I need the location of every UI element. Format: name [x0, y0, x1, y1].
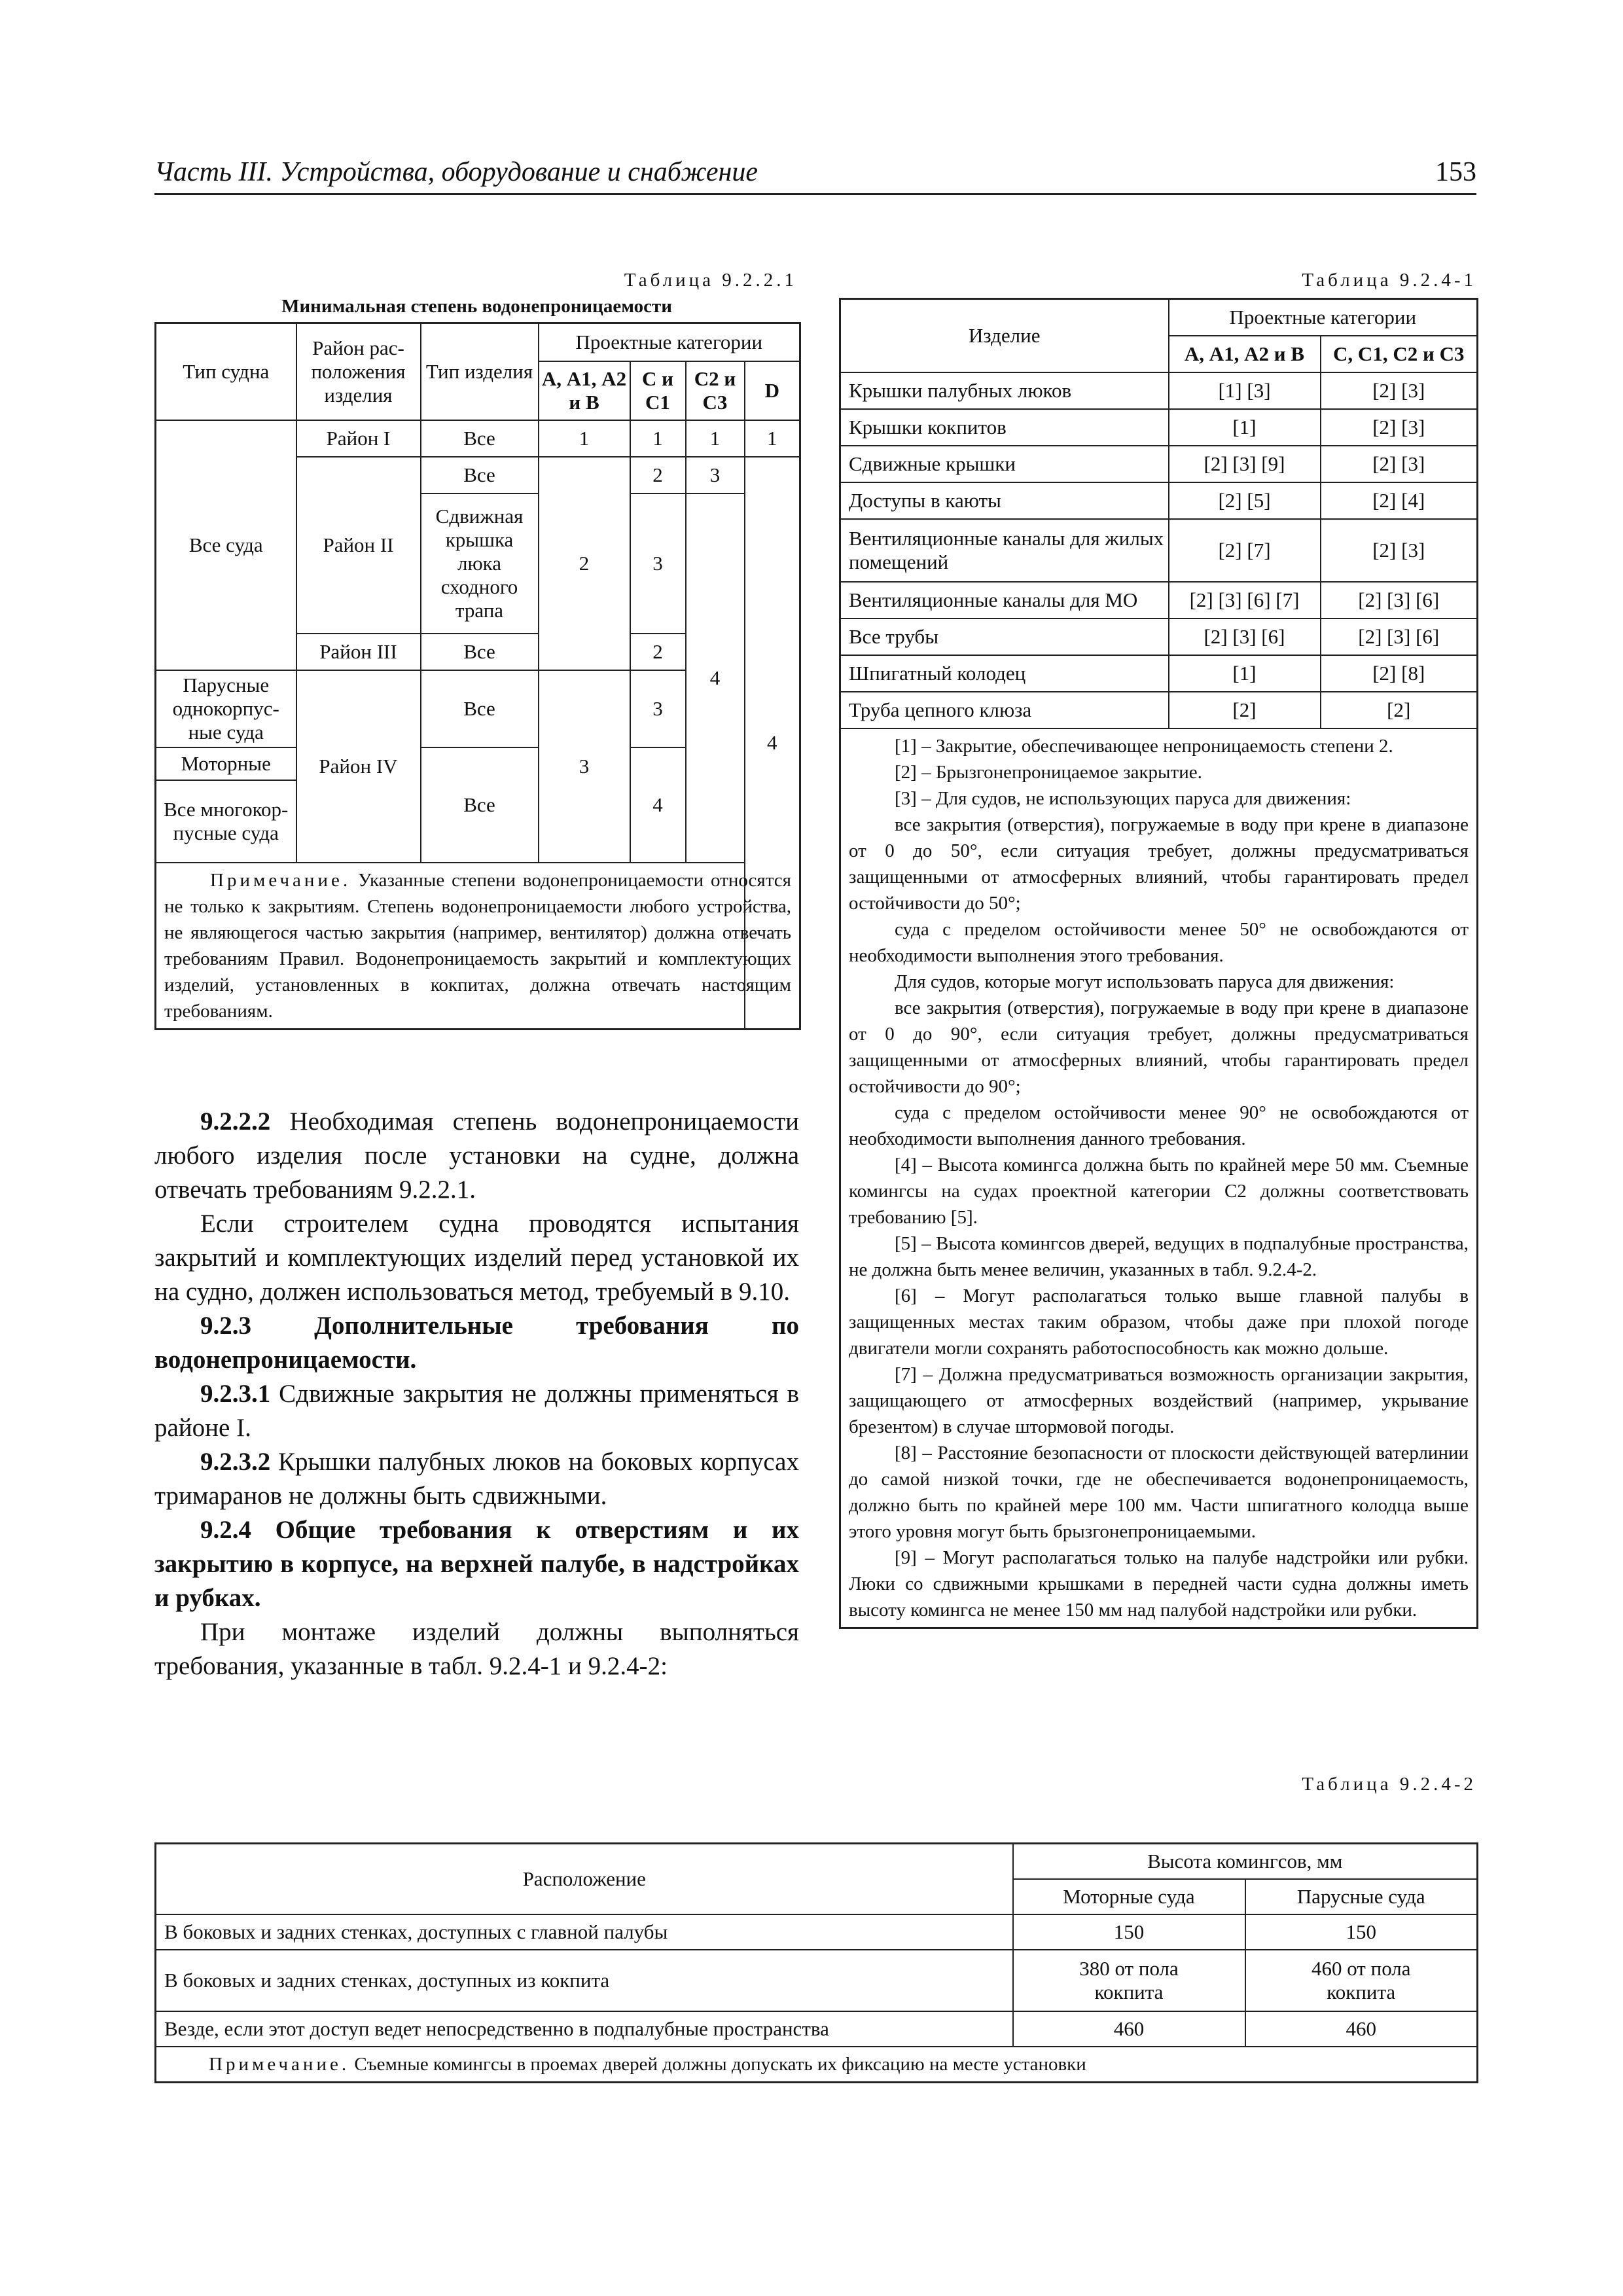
note-3a: все закрытия (отверстия), погружаемые в воду при крене в диапазоне от 0 до 50°, если ситуация требует, должны предусматриваться защищенными от атмосферных влияний, чтобы гарантировать предел остойчивости до 50°;: [849, 814, 1469, 914]
t1-motor: Моторные: [156, 747, 296, 780]
page-number: 153: [1435, 157, 1476, 187]
table-row: [840, 655, 1478, 692]
t3-cell-location: В боковых и задних стенках, доступных с главной палубы: [156, 1914, 1013, 1950]
para-9222: 9.2.2.2 Необходимая степень водонепроницаемости любого изделия после установки на судне, должна отвечать требованиям 9.2.2.1.: [154, 1107, 799, 1204]
t1-sail-mono: Парусные однокорпус-ные суда: [156, 670, 296, 747]
t2-cell-a: [1]: [1169, 409, 1321, 446]
table-9221: [154, 322, 801, 1030]
t2-head-cat-c: С, С1, С2 и С3: [1321, 336, 1478, 372]
table-9221-title: Минимальная степень водонепроницаемости: [281, 296, 672, 317]
t2-head-item: Изделие: [840, 299, 1169, 372]
t1-all-ships: Все суда: [156, 420, 296, 670]
t2-cell-item: Вентиляционные каналы для МО: [840, 582, 1169, 619]
t2-cell-item: Все трубы: [840, 619, 1169, 655]
t2-cell-c: [2] [3]: [1321, 519, 1478, 582]
table-row: [840, 619, 1478, 655]
t2-cell-item: Сдвижные крышки: [840, 446, 1169, 482]
t3-cell-sail: 460 от пола кокпита: [1245, 1950, 1478, 2011]
heading-923: 9.2.3 Дополнительные требования по водонепроницаемости.: [154, 1312, 799, 1374]
t2-cell-item: Крышки палубных люков: [840, 372, 1169, 409]
t1-item: Все: [421, 420, 539, 457]
t2-cell-a: [2] [7]: [1169, 519, 1321, 582]
t2-cell-c: [2] [4]: [1321, 482, 1478, 519]
t1-area-1: Район I: [296, 420, 421, 457]
note-3c: Для судов, которые могут использовать паруса для движения:: [895, 971, 1395, 992]
t2-cell-c: [2] [3] [6]: [1321, 619, 1478, 655]
t1-multi: Все многокор-пусные суда: [156, 780, 296, 863]
table-row: [840, 372, 1478, 409]
t1-value: 1: [630, 420, 686, 457]
t3-cell-motor: 380 от пола кокпита: [1013, 1950, 1245, 2011]
note-9: [9] – Могут располагаться только на палубе надстройки или рубки. Люки со сдвижными крышками в передней части судна должны иметь высоту комингса не менее 150 мм над палубой надстройки или рубки.: [849, 1547, 1469, 1621]
t3-cell-sail: 150: [1245, 1914, 1478, 1950]
t1-value: 3: [539, 670, 630, 863]
t2-cell-a: [2] [5]: [1169, 482, 1321, 519]
t1-head-item: Тип изделия: [421, 323, 539, 420]
table-row: [840, 482, 1478, 519]
t2-cell-a: [1]: [1169, 655, 1321, 692]
t1-value: 2: [630, 457, 686, 493]
t1-item: Все: [421, 634, 539, 670]
t1-note-text: Указанные степени водонепроницаемости относятся не только к закрытиям. Степень водонепроницаемости любого устройства, не являющегося частью закрытия (например, вентилятор) должна отвечать требованиям Правил. Водонепроницаемость закрытий и комплектующих изделий, установленных в кокпитах, должна отвечать настоящим требованиям.: [164, 869, 792, 1022]
t2-notes: [840, 728, 1478, 1628]
t1-value: 4: [630, 747, 686, 863]
t1-head-categories: Проектные категории: [539, 323, 800, 361]
t1-area-3: Район III: [296, 634, 421, 670]
t2-cell-c: [2] [3] [6]: [1321, 582, 1478, 619]
t3-head-motor: Моторные суда: [1013, 1879, 1245, 1914]
t3-head-height: Высота комингсов, мм: [1013, 1844, 1478, 1879]
t2-cell-a: [2] [3] [9]: [1169, 446, 1321, 482]
t2-head-categories: Проектные категории: [1169, 299, 1478, 336]
t3-cell-motor: 460: [1013, 2011, 1245, 2047]
t1-note-label: Примечание.: [210, 869, 351, 891]
table-row: [840, 446, 1478, 482]
t1-head-cat-c: С и С1: [630, 361, 686, 420]
t1-value: 2: [630, 634, 686, 670]
t2-cell-c: [2] [3]: [1321, 446, 1478, 482]
t1-head-cat-d: D: [745, 361, 800, 420]
t2-cell-c: [2] [8]: [1321, 655, 1478, 692]
t3-head-sail: Парусные суда: [1245, 1879, 1478, 1914]
t3-cell-location: В боковых и задних стенках, доступных из кокпита: [156, 1950, 1013, 2011]
note-7: [7] – Должна предусматриваться возможность организации закрытия, защищающего от атмосферных воздействий (например, укрывание брезентом) в случае штормовой погоды.: [849, 1363, 1469, 1437]
table-row: [156, 2011, 1478, 2047]
heading-924: 9.2.4 Общие требования к отверстиям и их закрытию в корпусе, на верхней палубе, в надстройках и рубках.: [154, 1516, 799, 1612]
t2-head-cat-a: А, А1, А2 и В: [1169, 336, 1321, 372]
t2-cell-c: [2] [3]: [1321, 409, 1478, 446]
t1-item: Все: [421, 457, 539, 493]
t2-cell-a: [2] [3] [6] [7]: [1169, 582, 1321, 619]
t2-cell-c: [2] [3]: [1321, 372, 1478, 409]
table-row: [840, 409, 1478, 446]
t2-cell-item: Труба цепного клюза: [840, 692, 1169, 728]
table-9242-caption: Таблица 9.2.4-2: [1302, 1774, 1476, 1795]
t1-value: 4: [745, 457, 800, 1030]
note-3b: суда с пределом остойчивости менее 50° не освобождаются от необходимости выполнения этого требования.: [849, 918, 1469, 966]
para-testing: Если строителем судна проводятся испытания закрытий и комплектующих изделий перед установкой их на судно, должен использоваться метод, требуемый в 9.10.: [154, 1210, 799, 1306]
t1-head-cat-a: А, А1, А2 и В: [539, 361, 630, 420]
note-8: [8] – Расстояние безопасности от плоскости действующей ватерлинии до самой низкой точки, где не обеспечивается водонепроницаемость, должно быть по крайней мере 100 мм. Части шпигатного колодца выше этого уровня могут быть брызгонепроницаемыми.: [849, 1442, 1469, 1542]
t3-note-text: Съемные комингсы в проемах дверей должны допускать их фиксацию на месте установки: [349, 2053, 1086, 2075]
table-row: [840, 692, 1478, 728]
t3-head-location: Расположение: [156, 1844, 1013, 1914]
table-row: [840, 519, 1478, 582]
t1-head-type: Тип судна: [156, 323, 296, 420]
t2-cell-item: Шпигатный колодец: [840, 655, 1169, 692]
t3-cell-location: Везде, если этот доступ ведет непосредственно в подпалубные пространства: [156, 2011, 1013, 2047]
t1-item: Все: [421, 747, 539, 863]
table-row: [840, 582, 1478, 619]
page-header: [154, 154, 1476, 195]
note-3e: суда с пределом остойчивости менее 90° не освобождаются от необходимости выполнения данного требования.: [849, 1102, 1469, 1149]
running-title: Часть III. Устройства, оборудование и снабжение: [154, 157, 758, 187]
t2-cell-item: Крышки кокпитов: [840, 409, 1169, 446]
t2-cell-item: Вентиляционные каналы для жилых помещений: [840, 519, 1169, 582]
t1-value: 3: [686, 457, 745, 493]
table-9221-caption: Таблица 9.2.2.1: [624, 270, 797, 291]
note-2: [2] – Брызгонепроницаемое закрытие.: [895, 761, 1202, 783]
note-3: [3] – Для судов, не использующих паруса для движения:: [895, 787, 1351, 809]
t2-cell-a: [2]: [1169, 692, 1321, 728]
t3-note: [156, 2047, 1478, 2083]
t2-cell-c: [2]: [1321, 692, 1478, 728]
table-row: [156, 1950, 1478, 2011]
t1-value: 2: [539, 457, 630, 670]
t2-cell-item: Доступы в каюты: [840, 482, 1169, 519]
note-4: [4] – Высота комингса должна быть по крайней мере 50 мм. Съемные комингсы на судах проектной категории С2 должны соответствовать требованию [5].: [849, 1154, 1469, 1228]
para-9231: 9.2.3.1 Сдвижные закрытия не должны применяться в районе I.: [154, 1380, 799, 1442]
t3-note-label: Примечание.: [209, 2053, 350, 2075]
para-9232: 9.2.3.2 Крышки палубных люков на боковых корпусах тримаранов не должны быть сдвижными.: [154, 1448, 799, 1510]
note-1: [1] – Закрытие, обеспечивающее непроницаемость степени 2.: [895, 735, 1393, 757]
t1-value: 3: [630, 670, 686, 747]
t1-area-4: Район IV: [296, 670, 421, 863]
table-row: [156, 1914, 1478, 1950]
t2-cell-a: [1] [3]: [1169, 372, 1321, 409]
body-text: [154, 1105, 799, 1683]
t1-value: 1: [745, 420, 800, 457]
t1-head-area: Район рас-положения изделия: [296, 323, 421, 420]
t1-item: Все: [421, 670, 539, 747]
t3-cell-motor: 150: [1013, 1914, 1245, 1950]
table-9241-caption: Таблица 9.2.4-1: [1302, 270, 1476, 291]
t1-area-2: Район II: [296, 457, 421, 634]
note-3d: все закрытия (отверстия), погружаемые в воду при крене в диапазоне от 0 до 90°, если ситуация требует, должны предусматриваться защищенными от атмосферных влияний, чтобы гарантировать предел остойчивости до 90°;: [849, 997, 1469, 1097]
note-6: [6] – Могут располагаться только выше главной палубы в защищенных местах таким образом, чтобы даже при плохой погоде двигатели могли сохранять работоспособность как можно дольше.: [849, 1285, 1469, 1359]
t1-item-sliding: Сдвижная крышка люка сходного трапа: [421, 493, 539, 634]
para-install: При монтаже изделий должны выполняться требования, указанные в табл. 9.2.4-1 и 9.2.4-2:: [154, 1618, 799, 1680]
t2-cell-a: [2] [3] [6]: [1169, 619, 1321, 655]
t1-head-cat-c2: С2 и С3: [686, 361, 745, 420]
t1-value: 1: [686, 420, 745, 457]
t1-note: [156, 863, 800, 1030]
note-5: [5] – Высота комингсов дверей, ведущих в подпалубные пространства, не должна быть менее величин, указанных в табл. 9.2.4-2.: [849, 1232, 1469, 1280]
t1-value: 1: [539, 420, 630, 457]
table-9241: [839, 298, 1478, 1629]
t3-cell-sail: 460: [1245, 2011, 1478, 2047]
t1-value: 3: [630, 493, 686, 634]
table-9242: [154, 1842, 1478, 2083]
t1-value: 4: [686, 493, 745, 863]
